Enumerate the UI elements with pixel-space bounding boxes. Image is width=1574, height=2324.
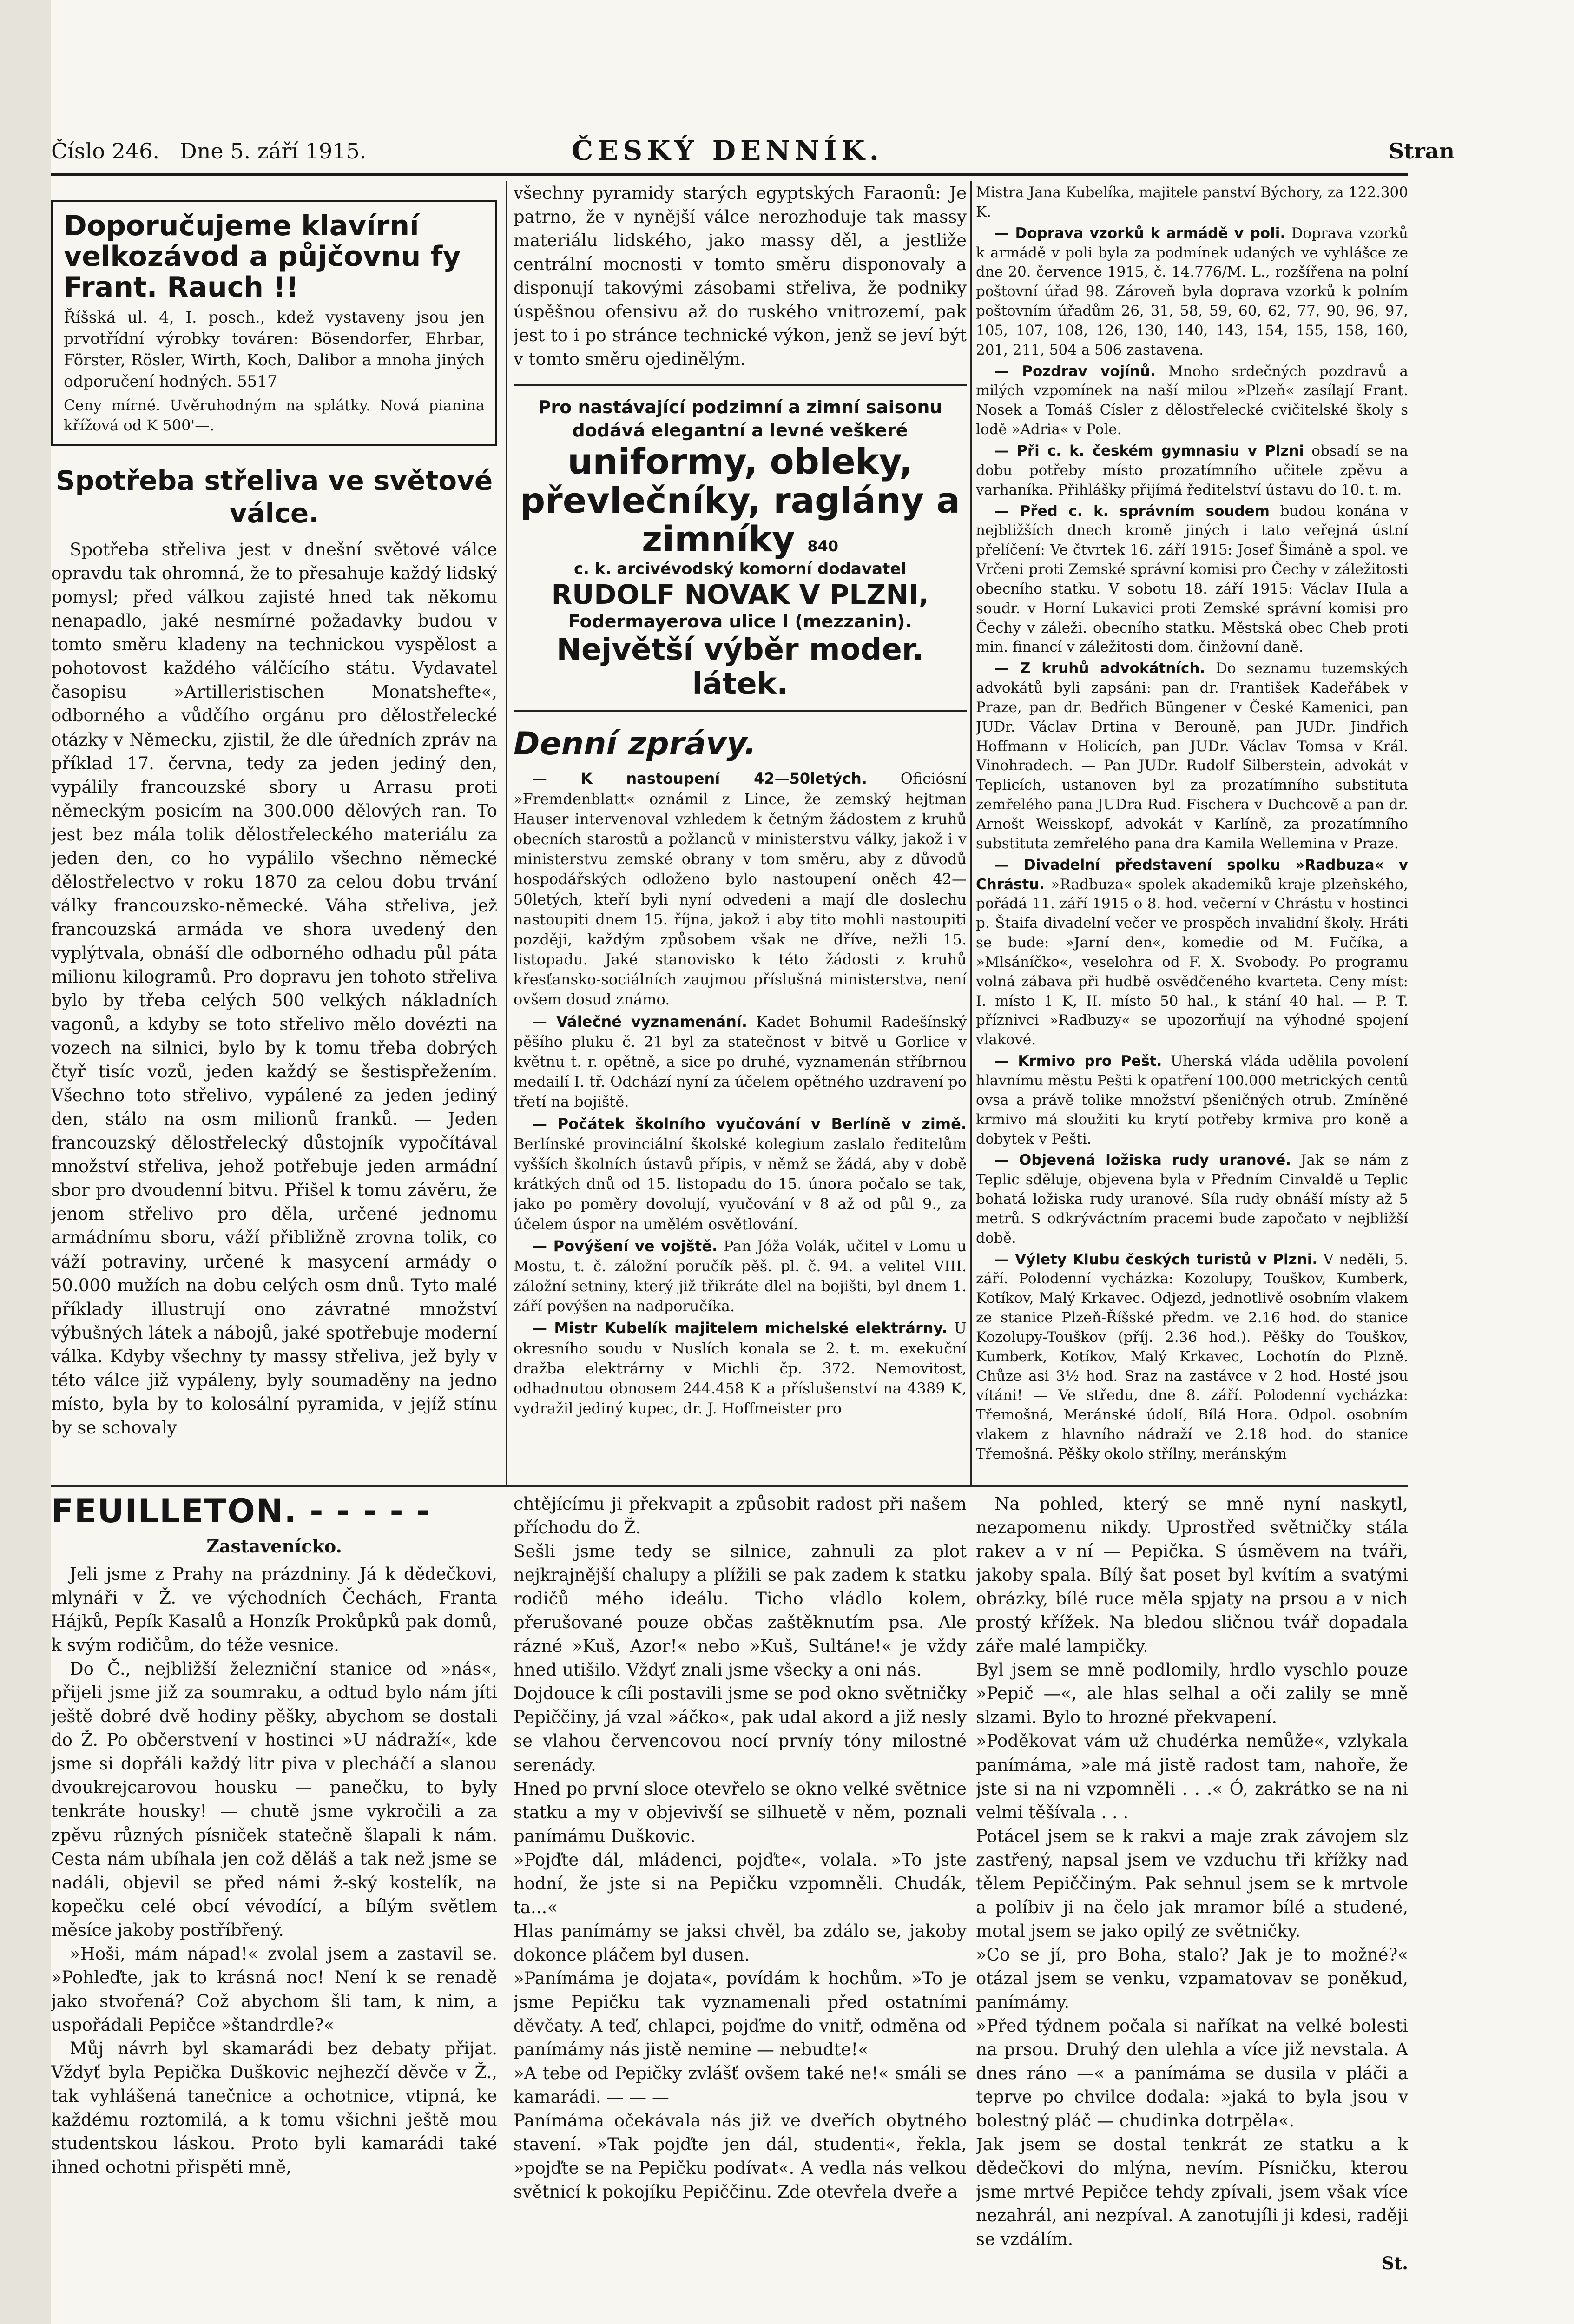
newspaper-title: ČESKÝ DENNÍK. (572, 135, 883, 166)
rauch-ad-address: Říšská ul. 4, I. posch., kdež vystaveny jsou jen prvotřídní výrobky továren: Bösendorfer, Ehrbar, Förster, Rösler, Wirth, Koch, Dalibor a mnoha jiných odporučení hodných. 5517 (64, 308, 485, 391)
news-list (514, 769, 967, 1419)
rauch-advertisement (51, 200, 497, 446)
column-divider-1 (506, 181, 507, 1487)
page-header (51, 135, 1455, 170)
issue-date: Číslo 246. Dne 5. září 1915. (51, 139, 367, 164)
feuilleton-paragraph: Do Č., nejbližší železniční stanice od »nás«, přijeli jsme již za soumraku, a odtud bylo nám jíti ještě dobré dvě hodiny pěšky, abychom se dostali do Ž. Po občerstvení v hostinci »U nádraží«, kde jsme si dopřáli každý litr piva v plecháčí a slanou dvoukrejcarovou housku — panečku, to byly tenkráte housky! — chutě jsme vykročili a za zpěvu různých písniček statečně šlapali k nám. Cesta nám ubíhala jen což děláš a tak než jsme se nadáli, objevil se před námi ž-ský kostelík, na kopečku celé obcí vévodící, a bílým světlem měsíce jakoby postříbřený. (51, 1659, 497, 1940)
rauch-ad-title: Doporučujeme klavírní velkozávod a půjčovnu fy Frant. Rauch !! (64, 210, 461, 304)
feuilleton-paragraph: Můj návrh byl skamarádi bez debaty přijat. Vždyť byla Pepička Duškovic nejhezčí děvče v Ž., tak vyhlášená tanečnice a ochotnice, vtipná, ke každému roztomilá, a k tomu všichni ještě mou studentskou láskou. Proto byli kamarádi také ihned ochotni přispěti mně, (51, 2038, 497, 2178)
news-item: — Výlety Klubu českých turistů v Plzni. V neděli, 5. září. Polodenní vycházka: Kozolupy, Touškov, Kumberk, Kotíkov, Malý Krkavec. Odjezd, jednotlivě osobním vlakem ze stanice Plzeň-Říšské předm. ve 2.16 hod. do stanice Kozolupy-Touškov (příj. 2.36 hod.). Pěšky do Touškov, Kumberk, Kotíkov, Malý Krkavec, Lochotín do Plzně. Chůze asi 3½ hod. Sraz na zastávce v 2 hod. Hosté jsou vítáni! — Ve středu, dne 8. září. Polodenní vycházka: Třemošná, Meránské údolí, Bílá Hora. Odpol. osobním vlakem z hlavního nádraží ve 2.18 hod. do stanice Třemošná. Pěšky okolo střílny, meránským (976, 1251, 1408, 1462)
column-3 (976, 181, 1408, 1464)
rauch-ad-footer: Ceny mírné. Uvěruhodným na splátky. Nová pianina křížová od K 500'—. (64, 396, 485, 434)
news-item: — K nastoupení 42—50letých. Oficiósní »Fremdenblatt« oznámil z Lince, že zemský hejtman Hauser intervenoval vzhledem k četným žádostem z kruhů obecních starostů a požlanců v ministerstvu války, jakož i v ministerstvu zemské obrany v tom směru, aby z důvodů hospodářských odloženo bylo nastoupení oněch 42—50letých, kteří byli nyní odvedeni a mají dle doslechu nastoupiti dnem 15. října, jakož i aby tito mohli nastoupiti později, každým způsobem však ne dříve, nežli 15. listopadu. Jaké stanovisko k této žádosti z kruhů křesťansko-sociálních zaujmou příslušná ministerstva, není ovšem dosud známo. (514, 770, 967, 1009)
news-section-title: Denní zprávy. (514, 726, 757, 763)
news-item: — Počátek školního vyučování v Berlíně v zimě. Berlínské provinciální školské kolegium zaslalo ředitelům vyšších školních ústavů přípis, v němž se žádá, aby v době krátkých dnů od 15. listopadu do 15. února počalo se tak, jako po poměry dovolují, vyučování v 8 až od půl 9., za účelem úspor na umělém osvětlování. (514, 1115, 967, 1233)
feuilleton-ending: Na pohled, který se mně nyní naskytl, nezapomenu nikdy. Uprostřed světničky stála rakev a v ní — Pepička. S úsměvem na tváři, jakoby spala. Bílý šat poset byl kvítím a svatými obrázky, bílé ruce měla spjaty na prsou a v nich prostý křížek. Na bledou sličnou tvář dopadala záře malé lampičky. Byl jsem se mně podlomily, hrdlo vyschlo pouze »Pepič —«, ale hlas selhal a oči zalily se mně slzami. Bylo to hrozné překvapení. »Poděkovat vám už chudérka nemůže«, vzlykala panímáma, »ale má jistě radost tam, nahoře, že jste si na ni vzpomněli . . .« Ó, zakrátko se na ni velmi těšívala . . . Potácel jsem se k rakvi a maje zrak závojem slz zastřený, napsal jsem ve vzduchu tři křížky nad tělem Pepiččiným. Pak sehnul jsem se k mrtvole a políbiv ji na čelo jak mramor bílé a studené, motal jsem se jako opilý ze světničky. »Co se jí, pro Boha, stalo? Jak je to možné?« otázal jsem se venku, vzpamatovav se poněkud, panímámy. »Před týdnem počala si naříkat na velké bolesti na prsou. Druhý den ulehla a více již nevstala. A dnes ráno —« a panímáma se dusila v pláči a teprve po chvilce dodala: »jaká to byla jsou v bolestný pláč — chudinka dotrpěla«. Jak jsem se dostal tenkrát ze statku a k dědečkovi do mlýna, nevím. Písničku, kterou jsme mrtvé Pepičce tehdy zpívali, jsem však více nezahrál, ani nezpíval. A zanotujíli ji kdesi, raději se vzdálím. (976, 1494, 1408, 2250)
column-divider-2 (970, 181, 972, 1487)
novak-ad-street: Fodermayerova ulice I (mezzanin). (568, 611, 912, 632)
novak-ad-intro: Pro nastávající podzimní a zimní saisonu dodává elegantní a levné veškeré (538, 397, 942, 441)
news-divider (514, 710, 967, 712)
novak-ad-name: RUDOLF NOVAK V PLZNI, (551, 579, 929, 611)
news-item: — Pozdrav vojínů. Mnoho srdečných pozdravů a milých vzpomínek na naší milou »Plzeň« zasílají Frant. Nosek a Tomáš Císler z dělostřelecké cvičitelské školy s lodě »Adria« v Pole. (976, 363, 1408, 438)
news-item: — Při c. k. českém gymnasiu v Plzni obsadí se na dobu potřeby místo prozatímního učitele zpěvu a varhaníka. Přihlášky přijímá ředitelství ústavu do 10. t. m. (976, 442, 1408, 498)
novak-ad-slogan: Největší výběr moder. látek. (556, 633, 924, 701)
ammo-article-continued: všechny pyramidy starých egyptských Faraonů: Je patrno, že v nynější válce nerozhoduje tak massy materiálu lidského, jako massy děl, a jestliže centrální mocnosti v tomto směru disponovaly a disponují takovými zásobami střeliva, že podniky úspěšnou ofensivu až do ruského vnitrozemí, pak jest to i po stránce technické výkon, jenž se jeví být v tomto směru ojedinělým. (514, 183, 967, 370)
news-item: — Objevená ložiska rudy uranové. Jak se nám z Teplic sděluje, objevena byla v Předním Cinvaldě u Teplic bohatá ložiska rudy uranové. Síla rudy obnáší místy až 5 metrů. S odkrýváctním pracemi bude započato v nejbližší době. (976, 1152, 1408, 1247)
header-rule (51, 173, 1408, 176)
feuilleton-column-1 (51, 1492, 497, 2179)
news-item: — Před c. k. správním soudem budou konána v nejbližších dnech kromě jiných i tato veřejná ústní přelíčení: Ve čtvrtek 16. září 1915: Josef Šimáně a spol. ve Vrčeni proti Zemské správní komisi pro Čechy v záležitosti obecního statku. V sobotu 18. září 1915: Václav Hula a soudr. v Horní Lukavici proti Zemské správní komisi pro Čechy v záleži. obecního statku. Městská obec Cheb proti min. financí v záležitosti dom. činžovní daně. (976, 502, 1408, 656)
column-1 (51, 181, 497, 1439)
news-list-right (976, 183, 1408, 1464)
news-item: — Z kruhů advokátních. Do seznamu tuzemských advokátů byli zapsáni: pan dr. František Kadeřábek v Praze, pan dr. Bedřich Büngener v České Kamenici, pan JUDr. Václav Drtina v Berouně, pan JUDr. Jindřich Hoffmann v Holicích, pan JUDr. Václav Tomsa v Král. Vinohradech. — Pan JUDr. Rudolf Silberstein, advokát v Teplicích, ustanoven byl za prozatímního substituta zemřelého pana JUDra Rud. Fischera v Duchcově a pan dr. Arnošt Weisskopf, advokát v Karlíně, za prozatímního substituta zemřelého pana dra Kamila Wellemina v Praze. (976, 660, 1408, 852)
novak-advertisement (514, 396, 967, 701)
feuilleton-paragraph: »Hoši, mám nápad!« zvolal jsem a zastavil se. »Pohleďte, jak to krásná noc! Není k se renadě jako stvořená? Což abychom šli tam, k nim, a uspořádali Pepičce »štandrdle?« (51, 1943, 497, 2035)
feuilleton-column-3 (976, 1492, 1408, 2275)
ad-divider (514, 384, 967, 386)
ammo-article-title: Spotřeba střeliva ve světové válce. (55, 464, 493, 529)
novak-ad-products: uniformy, obleky, převlečníky, raglány a zimníky 840 (520, 441, 961, 560)
ammo-article-text: Spotřeba střeliva jest v dnešní světové válce opravdu tak ohromná, že to přesahuje každý lidský pomysl; před válkou zajisté hned tak někomu nenapadlo, jaké nesmírné požadavky budou v tomto směru kladeny na technickou vyspělost a pohotovost každého válčícího státu. Vydavatel časopisu »Artilleristischen Monatshefte«, odborného a vůdčího orgánu pro dělostřelecké otázky v Německu, zjistil, že dle úředních zpráv na příklad 17. června, tedy za jeden jediný den, vypálily francouzské sbory u Arrasu proti německým posicím na 300.000 dělových ran. To jest bez mála tolik dělostřeleckého materiálu za jeden den, co ho vypálilo všechno německé dělostřelectvo v roku 1870 za celou dobu trvání války francouzsko-německé. Váha střeliva, jež francouzská armáda ve shora uvedený den vyplýtvala, obnáší dle odborného odhadu půl páta milionu kilogramů. Pro dopravu jen tohoto střeliva bylo by třeba celých 500 velkých nákladních vagonů, a kdyby se toto střelivo mělo dovézti na vozech na silnici, bylo by k tomu třeba dobrých čtyř tisíc vozů, jeden každý se šestispřežením. Všechno toto střelivo, vypálené za jeden jediný den, stálo na osm milionů franků. — Jeden francouzský dělostřelecký důstojník vypočítával množství střeliva, jehož potřebuje jeden armádní sbor pro dvoudenní bitvu. Přišel k tomu závěru, že jenom střelivo pro děla, určené jednomu armádnímu sboru, váží přibližně zrovna tolik, co váží potraviny, určené k masycení armády o 50.000 mužích na dobu celých osm dnů. Tyto malé příklady illustrují ono závratné množství výbušných látek a nábojů, jaké spotřebuje moderní válka. Kdyby všechny ty massy střeliva, jež byly v této válce již vypáleny, byly soumaděny na jedno místo, byla by to kolosální pyramida, v jejíž stínu by se schovaly (51, 540, 497, 1438)
feuilleton-column-2 (514, 1492, 967, 2204)
page-label: Stran (1389, 139, 1455, 164)
news-item: — Mistr Kubelík majitelem michelské elektrárny. U okresního soudu v Nuslích konala se 2. t. m. exekuční dražba elektrárny v Michli čp. 372. Nemovitost, odhadnutou obnosem 244.458 K a příslušenství na 4389 K, vydražil jediný kupec, dr. J. Hoffmeister pro (514, 1319, 967, 1418)
news-item: — Povýšení ve vojště. Pan Jóža Volák, učitel v Lomu u Mostu, t. č. záložní poručík pěš. pl. č. 94. a velitel VIII. záložní setniny, který již třikráte dlel na bojišti, byl dnem 1. září povýšen na nadporučíka. (514, 1237, 967, 1315)
feuilleton-signature: St. (1382, 2252, 1408, 2273)
news-item: — Doprava vzorků k armádě v poli. Doprava vzorků k armádě v poli byla za podmínek udaných ve vyhlášce ze dne 20. července 1915, č. 14.776/M. L., rozšířena na polní poštovní úřad 98. Zároveň byla doprava vzorků k polním poštovním úřadům 26, 31, 58, 59, 60, 62, 77, 90, 96, 97, 105, 107, 108, 126, 130, 140, 143, 154, 155, 158, 160, 201, 211, 504 a 506 zastavena. (976, 224, 1408, 358)
feuilleton-divider (51, 1485, 1408, 1487)
feuilleton-title: FEUILLETON. - - - - - (51, 1492, 431, 1530)
news-item: — Divadelní představení spolku »Radbuza« v Chrástu. »Radbuza« spolek akademiků kraje plzeňského, pořádá 11. září 1915 o 8. hod. večerní v Chrástu v hostinci p. Štaifa divadelní večer ve prospěch invalidní školy. Hráti se bude: »Jarní den«, komedie od M. Fučíka, a »Mlsáníčko«, veselohra od F. X. Svobody. Po programu volná zábava při hudbě osvědčeného kvarteta. Ceny míst: I. místo 1 K, II. místo 50 hal., k stání 40 hal. — P. T. příznivci »Radbuzy« se upozorňují na výhodné spojení vlakové. (976, 856, 1408, 1049)
left-gutter (0, 0, 53, 2324)
column-2 (514, 181, 967, 1419)
news-item: Mistra Jana Kubelíka, majitele panství Býchory, za 122.300 K. (976, 184, 1408, 220)
news-item: — Krmivo pro Pešt. Uherská vláda udělila povolení hlavnímu městu Pešti k opatření 100.000 metrických centů ovsa a právě tolike množství pšeničných otrub. Zmíněné krmivo má sloužiti ku krytí potřeby krmiva pro koně a dobytek v Pešti. (976, 1053, 1408, 1148)
news-item: — Válečné vyznamenání. Kadet Bohumil Radešínský pěšího pluku č. 21 byl za statečnost v bitvě u Gorlice v květnu t. r. opětně, a sice po druhé, vyznamenán stříbrnou medailí I. tř. Odchází nyní za účelem opětného uzdravení po třetí na bojiště. (514, 1012, 967, 1111)
novak-ad-code: 840 (807, 537, 838, 555)
feuilleton-subtitle: Zastavenícko. (206, 1536, 342, 1557)
feuilleton-paragraph: Jeli jsme z Prahy na prázdniny. Já k dědečkovi, mlynáři v Ž. ve východních Čechách, Franta Hájků, Pepík Kasalů a Honzík Prokůpků pak domů, k svým rodičům, do téže vesnice. (51, 1564, 497, 1656)
novak-ad-supplier: c. k. arcivévodský komorní dodavatel (573, 559, 907, 578)
feuilleton-continued: chtějícímu ji překvapit a způsobit radost při našem příchodu do Ž. Sešli jsme tedy se silnice, zahnuli za plot nejkrajnější chalupy a plížili se pak zadem k statku rodičů mého ideálu. Ticho vládlo kolem, přerušované pouze občas zaštěknutím psa. Ale rázné »Kuš, Azor!« nebo »Kuš, Sultáne!« je vždy hned utišilo. Vždyť znali jsme všecky a oni nás. Dojdouce k cíli postavili jsme se pod okno světničky Pepiččiny, já vzal »áčko«, pak udal akord a již nesly se vlahou červencovou nocí prvníy tóny milostné serenády. Hned po první sloce otevřelo se okno velké světnice statku a my v objevivší se silhuetě v něm, poznali panímámu Duškovic. »Pojďte dál, mládenci, pojďte«, volala. »To jste hodní, že jste si na Pepičku vzpomněli. Chudák, ta...« Hlas panímámy se jaksi chvěl, ba zdálo se, jakoby dokonce pláčem byl dusen. »Panímáma je dojata«, povídám k hochům. »To je jsme Pepičku tak vyznamenali před ostatními děvčaty. A teď, chlapci, pojďme do vnitř, odměna od panímámy nás jistě nemine — nebudte!« »A tebe od Pepičky zvlášť ovšem také ne!« smáli se kamarádi. — — — Panímáma očekávala nás již ve dveřích obytného stavení. »Tak pojďte jen dál, studenti«, řekla, »pojďte se na Pepičku podívat«. A vedla nás velkou světnicí k pokojíku Pepiččinu. Zde otevřela dveře a (514, 1494, 967, 2202)
